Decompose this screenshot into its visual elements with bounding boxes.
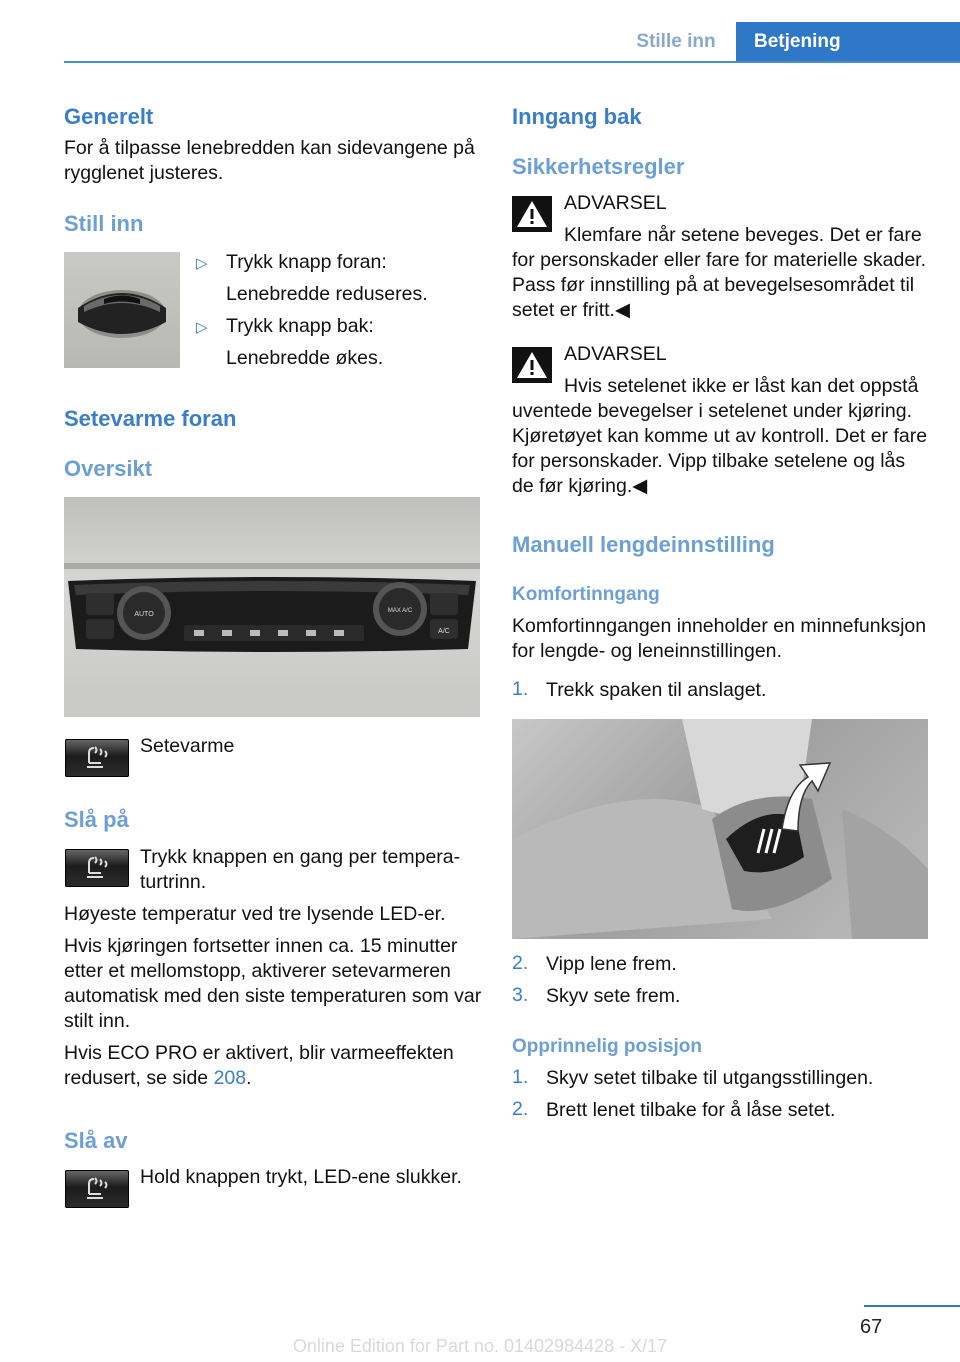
still-inn-heading: Still inn — [64, 211, 144, 236]
warning-text: Klemfare når setene beveges. Det er fare for personskader eller fare for materielle skader. Pass før innstilling på at bevegelsesområdet til setet er fritt.◀ — [512, 224, 927, 321]
setevarme-label: Setevarme — [140, 735, 235, 757]
list-item-text: Lenebredde reduseres. — [226, 283, 428, 305]
para-eco-pro-suffix: . — [246, 1067, 252, 1089]
header-rule — [64, 61, 960, 63]
page-number: 67 — [860, 1316, 883, 1338]
manuell-heading: Manuell lengdeinnstilling — [512, 532, 775, 557]
komfort-heading: Komfortinngang — [512, 584, 660, 605]
step-number: 1. — [512, 1066, 529, 1088]
step-text: Vipp lene frem. — [546, 953, 677, 975]
steps-b — [512, 952, 928, 1016]
para-led: Høyeste temperatur ved tre lysende LED-er. — [64, 903, 446, 925]
sla-av-text: Hold knappen trykt, LED-ene slukker. — [140, 1166, 462, 1188]
step-number: 3. — [512, 984, 529, 1006]
sla-pa-heading: Slå på — [64, 807, 129, 832]
list-item-text: Lenebredde økes. — [226, 347, 384, 369]
list-item-detail — [196, 346, 486, 378]
still-inn-list — [196, 250, 486, 378]
climate-panel-image — [64, 497, 480, 717]
warning-text: Hvis setelenet ikke er låst kan det oppstå uventede bevegelser i setelenet under kjøring. Kjøretøyet kan komme ut av kontroll. Det er fare for personskader. Vipp tilbake setelene og lås de før kjøring.◀ — [512, 375, 928, 497]
tab-section[interactable]: Stille inn — [636, 31, 716, 52]
para-restart: Hvis kjøringen fortsetter innen ca. 15 minutter etter et mellomstopp, aktiverer setevarmeren automatisk med den siste temperaturen som var stilt inn. — [64, 935, 482, 1032]
list-item — [196, 250, 486, 282]
seat-heating-icon — [65, 1170, 129, 1208]
list-item-text: Trykk knapp foran: — [226, 251, 387, 273]
setevarme-heading: Setevarme foran — [64, 406, 237, 431]
sla-av-heading: Slå av — [64, 1128, 128, 1153]
page-link-208[interactable]: 208 — [213, 1067, 247, 1089]
inngang-heading: Inngang bak — [512, 104, 642, 129]
tab-chapter[interactable]: Betjening — [736, 22, 960, 62]
step-number: 2. — [512, 1098, 529, 1120]
opprinnelig-heading: Opprinnelig posisjon — [512, 1036, 702, 1057]
steps-c — [512, 1066, 928, 1130]
seat-heating-icon — [65, 739, 129, 777]
list-item-detail — [196, 282, 486, 314]
step-text: Skyv sete frem. — [546, 985, 681, 1007]
sla-pa-text: Trykk knappen en gang per temperaturtrinn. — [140, 846, 461, 893]
komfort-text: Komfortinngangen inneholder en minnefunksjon for lengde- og leneinnstillingen. — [512, 615, 927, 662]
panel-ac-label: A/C — [438, 628, 450, 635]
sikkerhet-heading: Sikkerhetsregler — [512, 154, 685, 179]
step-text: Trekk spaken til anslaget. — [546, 679, 767, 701]
footer-rule — [864, 1305, 960, 1307]
list-item — [512, 984, 928, 1016]
step-number: 1. — [512, 678, 529, 700]
list-item — [512, 1066, 928, 1098]
seat-lever-image — [512, 719, 928, 939]
generelt-heading: Generelt — [64, 104, 154, 129]
steps-a — [512, 678, 928, 710]
warning-title: ADVARSEL — [564, 192, 667, 214]
list-item-text: Trykk knapp bak: — [226, 315, 374, 337]
list-item — [512, 678, 928, 710]
list-item — [512, 952, 928, 984]
edition-footer: Online Edition for Part no. 01402984428 - X/17 — [292, 1336, 668, 1356]
panel-max-label: MAX A/C — [387, 608, 413, 614]
oversikt-heading: Oversikt — [64, 456, 153, 481]
step-text: Brett lenet tilbake for å låse setet. — [546, 1099, 836, 1121]
warning-title: ADVARSEL — [564, 343, 667, 365]
para-eco-pro — [64, 1041, 482, 1091]
step-text: Skyv setet tilbake til utgangsstillingen. — [546, 1067, 874, 1089]
bullet-marker: ▷ — [196, 255, 208, 272]
list-item — [512, 1098, 928, 1130]
bullet-marker: ▷ — [196, 319, 208, 336]
side-bolster-button-image — [64, 252, 180, 368]
step-number: 2. — [512, 952, 529, 974]
para-eco-pro-text: Hvis ECO PRO er aktivert, blir varmeeffekten redusert, se side — [64, 1042, 454, 1089]
panel-auto-label: AUTO — [134, 611, 154, 618]
list-item — [196, 314, 486, 346]
seat-heating-icon — [65, 849, 129, 887]
generelt-text: For å tilpasse lenebredden kan sidevangene på rygglenet justeres. — [64, 137, 475, 184]
